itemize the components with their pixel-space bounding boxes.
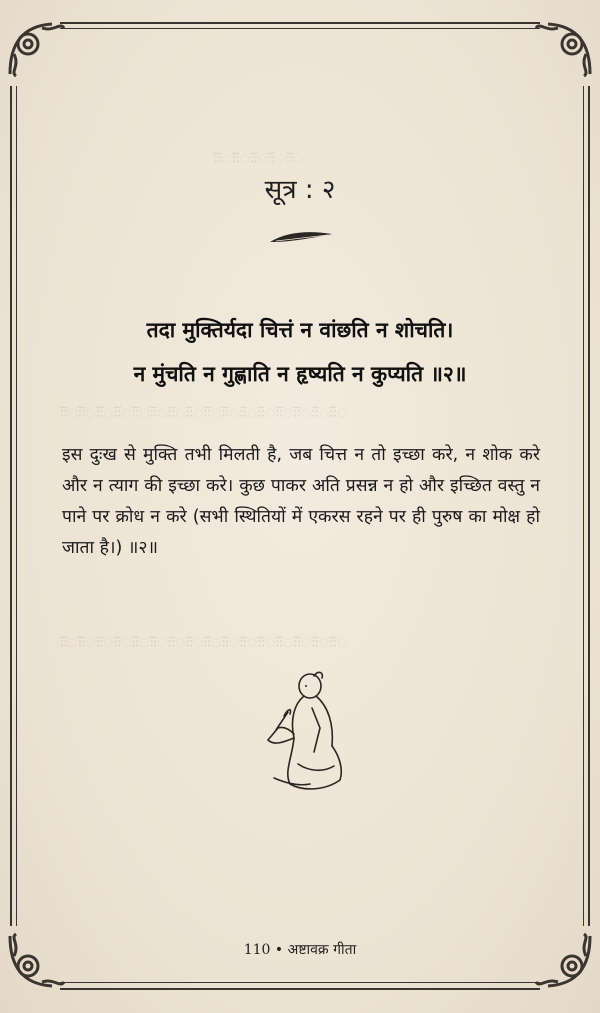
frame-top-line-inner <box>60 28 540 29</box>
frame-bottom-line <box>60 988 540 990</box>
corner-ornament-top-right-icon <box>532 14 598 80</box>
bleed-through-text: ःःःःःःःःःः <box>214 148 304 169</box>
page-number: 110 <box>243 942 271 958</box>
sutra-heading: सूत्र : २ <box>264 175 336 205</box>
bleed-through-text: ःःःःःःःःःःःःःःःःःःःःःःःःःःःःःःःः <box>60 632 348 653</box>
footer-separator: • <box>274 942 284 958</box>
frame-top-line <box>60 22 540 24</box>
translation-paragraph: इस दुःख से मुक्ति तभी मिलती है, जब चित्त न तो इच्छा करे, न शोक करे और न त्याग की इच्छा करे। कुछ पाकर अति प्रसन्न न हो और इच्छित वस्तु न पाने पर क्रोध न करे (सभी स्थितियों में एकरस रहने पर ही पुरुष का मोक्ष हो जाता है।) ॥२॥ <box>62 445 540 558</box>
frame-bottom-line-inner <box>60 982 540 983</box>
frame-right-line-inner <box>583 86 584 926</box>
sage-writing-illustration <box>254 668 354 798</box>
page-footer <box>0 940 600 959</box>
corner-ornament-top-left-icon <box>2 14 68 80</box>
frame-left-line <box>10 86 12 926</box>
frame-right-line <box>588 86 590 926</box>
book-title: अष्टावक्र गीता <box>287 942 357 958</box>
feather-divider-icon <box>268 226 334 248</box>
bleed-through-text: ःःःःःःःःःःःःःःःःःःःःःःःःःःःःःःःः <box>60 402 348 423</box>
frame-left-line-inner <box>16 86 17 926</box>
verse-line-1: तदा मुक्तिर्यदा चित्तं न वांछति न शोचति। <box>146 318 454 342</box>
verse-line-2: न मुंचति न गुह्णाति न हृष्यति न कुप्यति ॥२॥ <box>133 362 467 386</box>
